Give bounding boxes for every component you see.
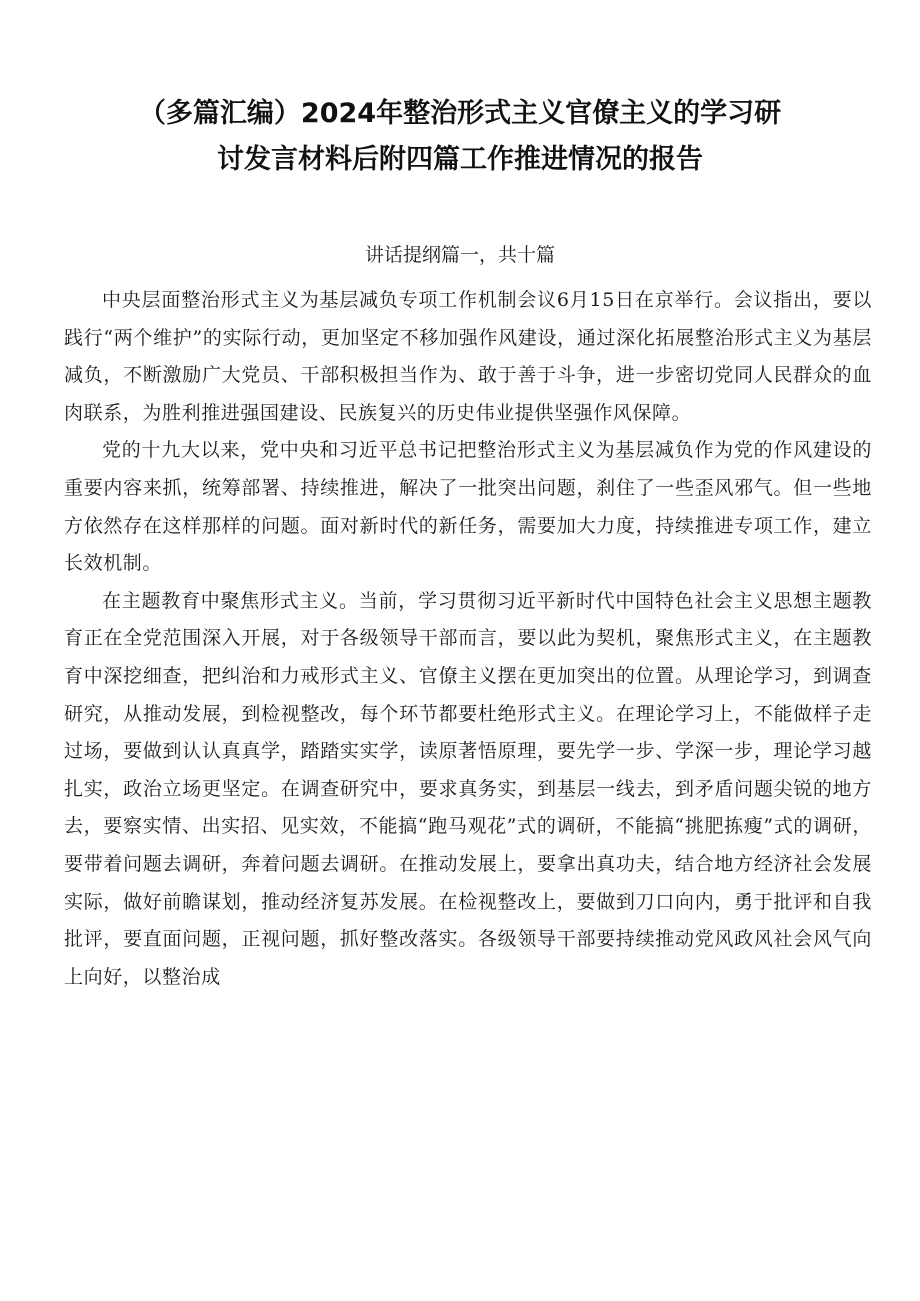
document-title-line-1: （多篇汇编）2024年整治形式主义官僚主义的学习研: [138, 98, 782, 129]
paragraph-3: 在主题教育中聚焦形式主义。当前，学习贯彻习近平新时代中国特色社会主义思想主题教育正在全党范围深入开展，对于各级领导干部而言，要以此为契机，聚焦形式主义，在主题教育中深挖细查，把纠治和力戒形式主义、官僚主义摆在更加突出的位置。从理论学习，到调查研究，从推动发展，到检视整改，每个环节都要杜绝形式主义。在理论学习上，不能做样子走过场，要做到认认真真学，踏踏实实学，读原著悟原理，要先学一步、学深一步，理论学习越扎实，政治立场更坚定。在调查研究中，要求真务实，到基层一线去，到矛盾问题尖锐的地方去，要察实情、出实招、见实效，不能搞“跑马观花”式的调研，不能搞“挑肥拣瘦”式的调研，要带着问题去调研，奔着问题去调研。在推动发展上，要拿出真功夫，结合地方经济社会发展实际，做好前瞻谋划，推动经济复苏发展。在检视整改上，要做到刀口向内，勇于批评和自我批评，要直面问题，正视问题，抓好整改落实。各级领导干部要持续推动党风政风社会风气向上向好，以整治成: [64, 589, 872, 988]
document-title-line-2: 讨发言材料后附四篇工作推进情况的报告: [217, 144, 703, 175]
document-body: [64, 282, 872, 996]
paragraph-2: 党的十九大以来，党中央和习近平总书记把整治形式主义为基层减负作为党的作风建设的重要内容来抓，统筹部署、持续推进，解决了一批突出问题，刹住了一些歪风邪气。但一些地方依然存在这样那样的问题。面对新时代的新任务，需要加大力度，持续推进专项工作，建立长效机制。: [64, 439, 872, 575]
document-subtitle: 讲话提纲篇一，共十篇: [364, 244, 555, 266]
paragraph-1: 中央层面整治形式主义为基层减负专项工作机制会议6月15日在京举行。会议指出，要以践行“两个维护”的实际行动，更加坚定不移加强作风建设，通过深化拓展整治形式主义为基层减负，不断激励广大党员、干部积极担当作为、敢于善于斗争，进一步密切党同人民群众的血肉联系，为胜利推进强国建设、民族复兴的历史伟业提供坚强作风保障。: [64, 289, 872, 424]
